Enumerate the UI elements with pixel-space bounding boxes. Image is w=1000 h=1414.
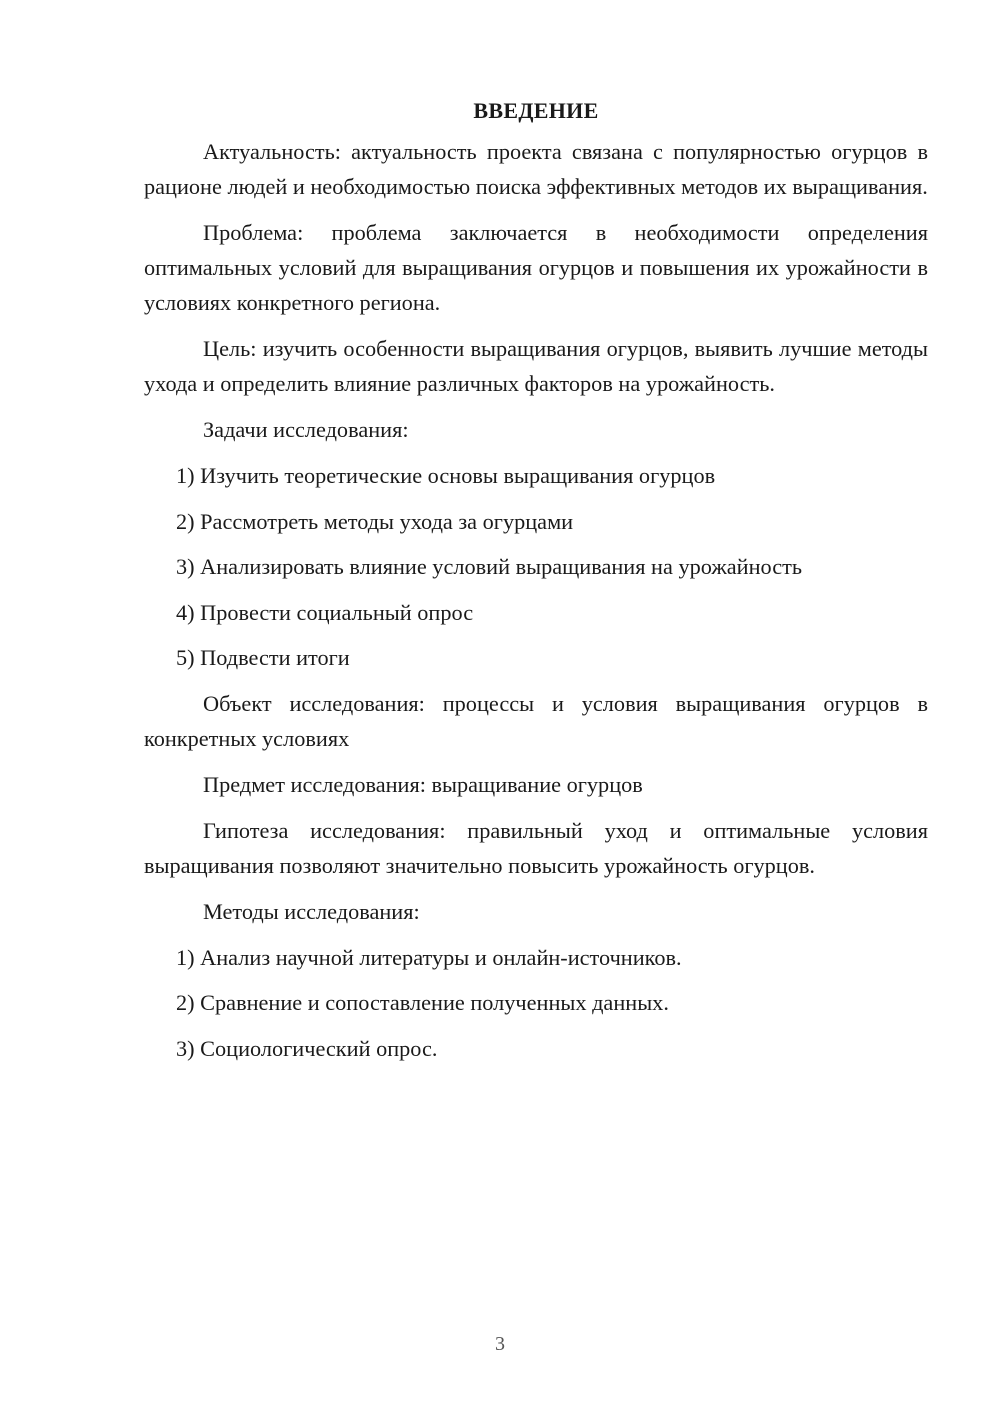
paragraph-problem: Проблема: проблема заключается в необходимости определения оптимальных условий для выращивания огурцов и повышения их урожайности в условиях конкретного региона. <box>144 220 928 315</box>
list-item: 2) Рассмотреть методы ухода за огурцами <box>176 508 574 534</box>
list-item: 1) Анализ научной литературы и онлайн-источников. <box>176 944 682 970</box>
page-content <box>144 93 928 1076</box>
paragraph-goal: Цель: изучить особенности выращивания огурцов, выявить лучшие методы ухода и определить влияние различных факторов на урожайность. <box>144 336 928 396</box>
paragraph-hypothesis: Гипотеза исследования: правильный уход и оптимальные условия выращивания позволяют значительно повысить урожайность огурцов. <box>144 817 928 878</box>
tasks-list <box>144 458 928 675</box>
methods-heading: Методы исследования: <box>203 898 420 924</box>
paragraph-relevance: Актуальность: актуальность проекта связана с популярностью огурцов в рационе людей и необходимостью поиска эффективных методов их выращивания. <box>144 139 928 199</box>
paragraph-subject: Предмет исследования: выращивание огурцов <box>203 771 643 797</box>
list-item: 2) Сравнение и сопоставление полученных данных. <box>176 990 669 1015</box>
tasks-heading: Задачи исследования: <box>203 417 409 442</box>
list-item: 1) Изучить теоретические основы выращивания огурцов <box>176 463 716 488</box>
list-item: 3) Социологический опрос. <box>176 1035 438 1061</box>
page-number: 3 <box>495 1333 505 1355</box>
paragraph-object: Объект исследования: процессы и условия выращивания огурцов в конкретных условиях <box>144 690 928 751</box>
list-item: 3) Анализировать влияние условий выращивания на урожайность <box>176 554 803 579</box>
section-title: ВВЕДЕНИЕ <box>473 98 599 123</box>
methods-list <box>144 940 928 1066</box>
list-item: 5) Подвести итоги <box>176 645 350 670</box>
list-item: 4) Провести социальный опрос <box>176 599 474 625</box>
